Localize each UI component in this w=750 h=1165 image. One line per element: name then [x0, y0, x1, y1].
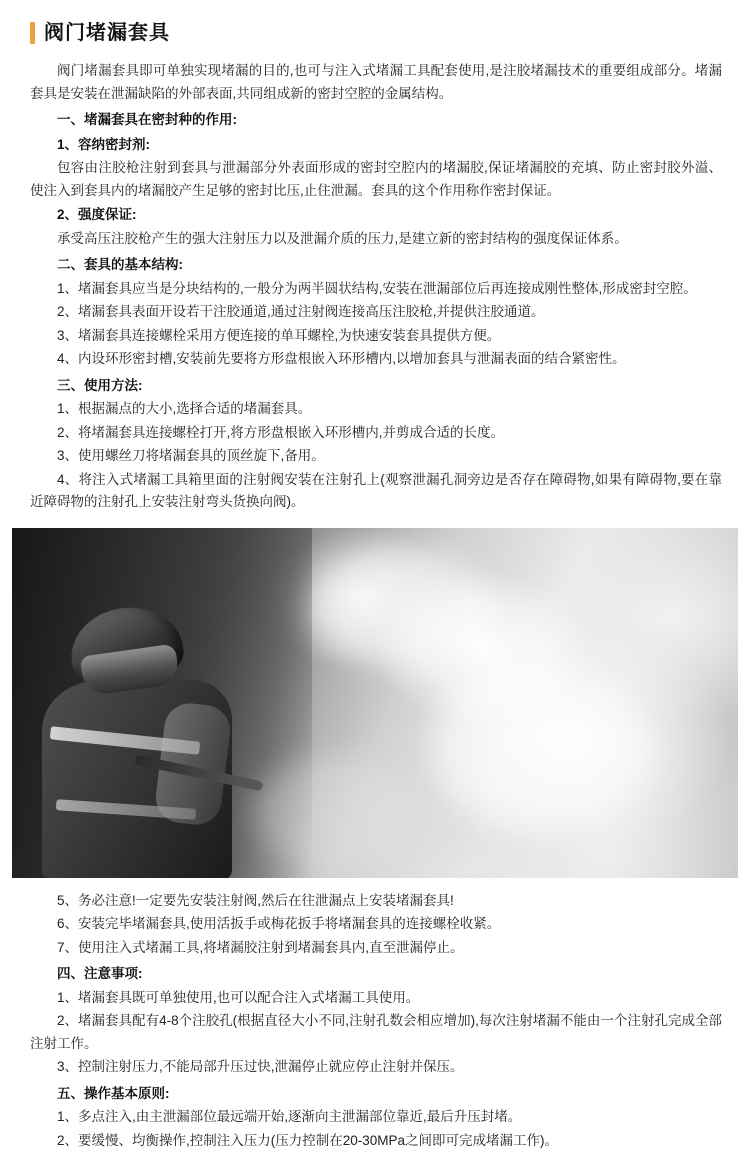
page-title: 阀门堵漏套具	[44, 22, 170, 44]
subsection-text-1-1: 包容由注胶枪注射到套具与泄漏部分外表面形成的密封空腔内的堵漏胶,保证堵漏胶的充填、防止密封胶外溢、使注入到套具内的堵漏胶产生足够的密封比压,止住泄漏。套具的这个作用称作密封保证。	[30, 160, 722, 198]
section-heading-2: 二、套具的基本结构:	[57, 257, 183, 272]
list-item: 1、堵漏套具既可单独使用,也可以配合注入式堵漏工具使用。	[57, 989, 420, 1005]
subsection-text-1-2: 承受高压注胶枪产生的强大注射压力以及泄漏介质的压力,是建立新的密封结构的强度保证体系。	[57, 230, 628, 246]
smoke-plume	[252, 758, 412, 868]
list-item: 5、务必注意!一定要先安装注射阀,然后在往泄漏点上安装堵漏套具!	[57, 892, 454, 908]
title-accent-bar	[30, 22, 35, 44]
subsection-heading-1-2: 2、强度保证:	[57, 207, 137, 222]
list-item: 7、使用注入式堵漏工具,将堵漏胶注射到堵漏套具内,直至泄漏停止。	[57, 939, 464, 955]
list-item: 6、安装完毕堵漏套具,使用活扳手或梅花扳手将堵漏套具的连接螺栓收紧。	[57, 916, 501, 931]
section-heading-4: 四、注意事项:	[57, 966, 143, 981]
subsection-heading-1-1: 1、容纳密封剂:	[57, 136, 151, 152]
list-item: 1、多点注入,由主泄漏部位最远端开始,逐渐向主泄漏部位靠近,最后升压封堵。	[57, 1109, 522, 1124]
firefighter-smoke-photo	[12, 528, 738, 878]
smoke-plume	[432, 668, 652, 828]
list-item: 2、将堵漏套具连接螺栓打开,将方形盘根嵌入环形槽内,并剪成合适的长度。	[57, 424, 505, 440]
list-item: 4、内设环形密封槽,安装前先要将方形盘根嵌入环形槽内,以增加套具与泄漏表面的结合紧密性。	[57, 351, 626, 366]
article-body-bottom	[12, 890, 738, 1153]
section-heading-5: 五、操作基本原则:	[57, 1085, 170, 1101]
intro-paragraph: 阀门堵漏套具即可单独实现堵漏的目的,也可与注入式堵漏工具配套使用,是注胶堵漏技术的重要组成部分。堵漏套具是安装在泄漏缺陷的外部表面,共同组成新的密封空腔的金属结构。	[30, 63, 722, 101]
list-item: 2、堵漏套具配有4-8个注胶孔(根据直径大小不同,注射孔数会相应增加),每次注射堵漏不能由一个注射孔完成全部注射工作。	[30, 1013, 722, 1051]
list-item: 3、堵漏套具连接螺栓采用方便连接的单耳螺栓,为快速安装套具提供方便。	[57, 327, 501, 343]
list-item: 3、使用螺丝刀将堵漏套具的顶丝旋下,备用。	[57, 448, 325, 463]
smoke-plume	[312, 548, 492, 668]
section-heading-3: 三、使用方法:	[57, 377, 143, 393]
section-heading-1: 一、堵漏套具在密封种的作用:	[57, 112, 237, 127]
list-item: 3、控制注射压力,不能局部升压过快,泄漏停止就应停止注射并保压。	[57, 1059, 464, 1074]
article-body-top	[12, 60, 738, 514]
page-title-row	[12, 22, 738, 44]
list-item: 4、将注入式堵漏工具箱里面的注射阀安装在注射孔上(观察泄漏孔洞旁边是否存在障碍物,如果有障碍物,要在靠近障碍物的注射孔上安装注射弯头货换向阀)。	[30, 471, 722, 509]
list-item: 1、堵漏套具应当是分块结构的,一般分为两半圆状结构,安装在泄漏部位后再连接成刚性整体,形成密封空腔。	[57, 280, 697, 296]
list-item: 2、要缓慢、均衡操作,控制注入压力(压力控制在20-30MPa之间即可完成堵漏工作)。	[57, 1132, 559, 1148]
firefighter-figure	[42, 608, 242, 878]
list-item: 1、根据漏点的大小,选择合适的堵漏套具。	[57, 401, 312, 416]
list-item: 2、堵漏套具表面开设若干注胶通道,通过注射阀连接高压注胶枪,并提供注胶通道。	[57, 304, 545, 319]
